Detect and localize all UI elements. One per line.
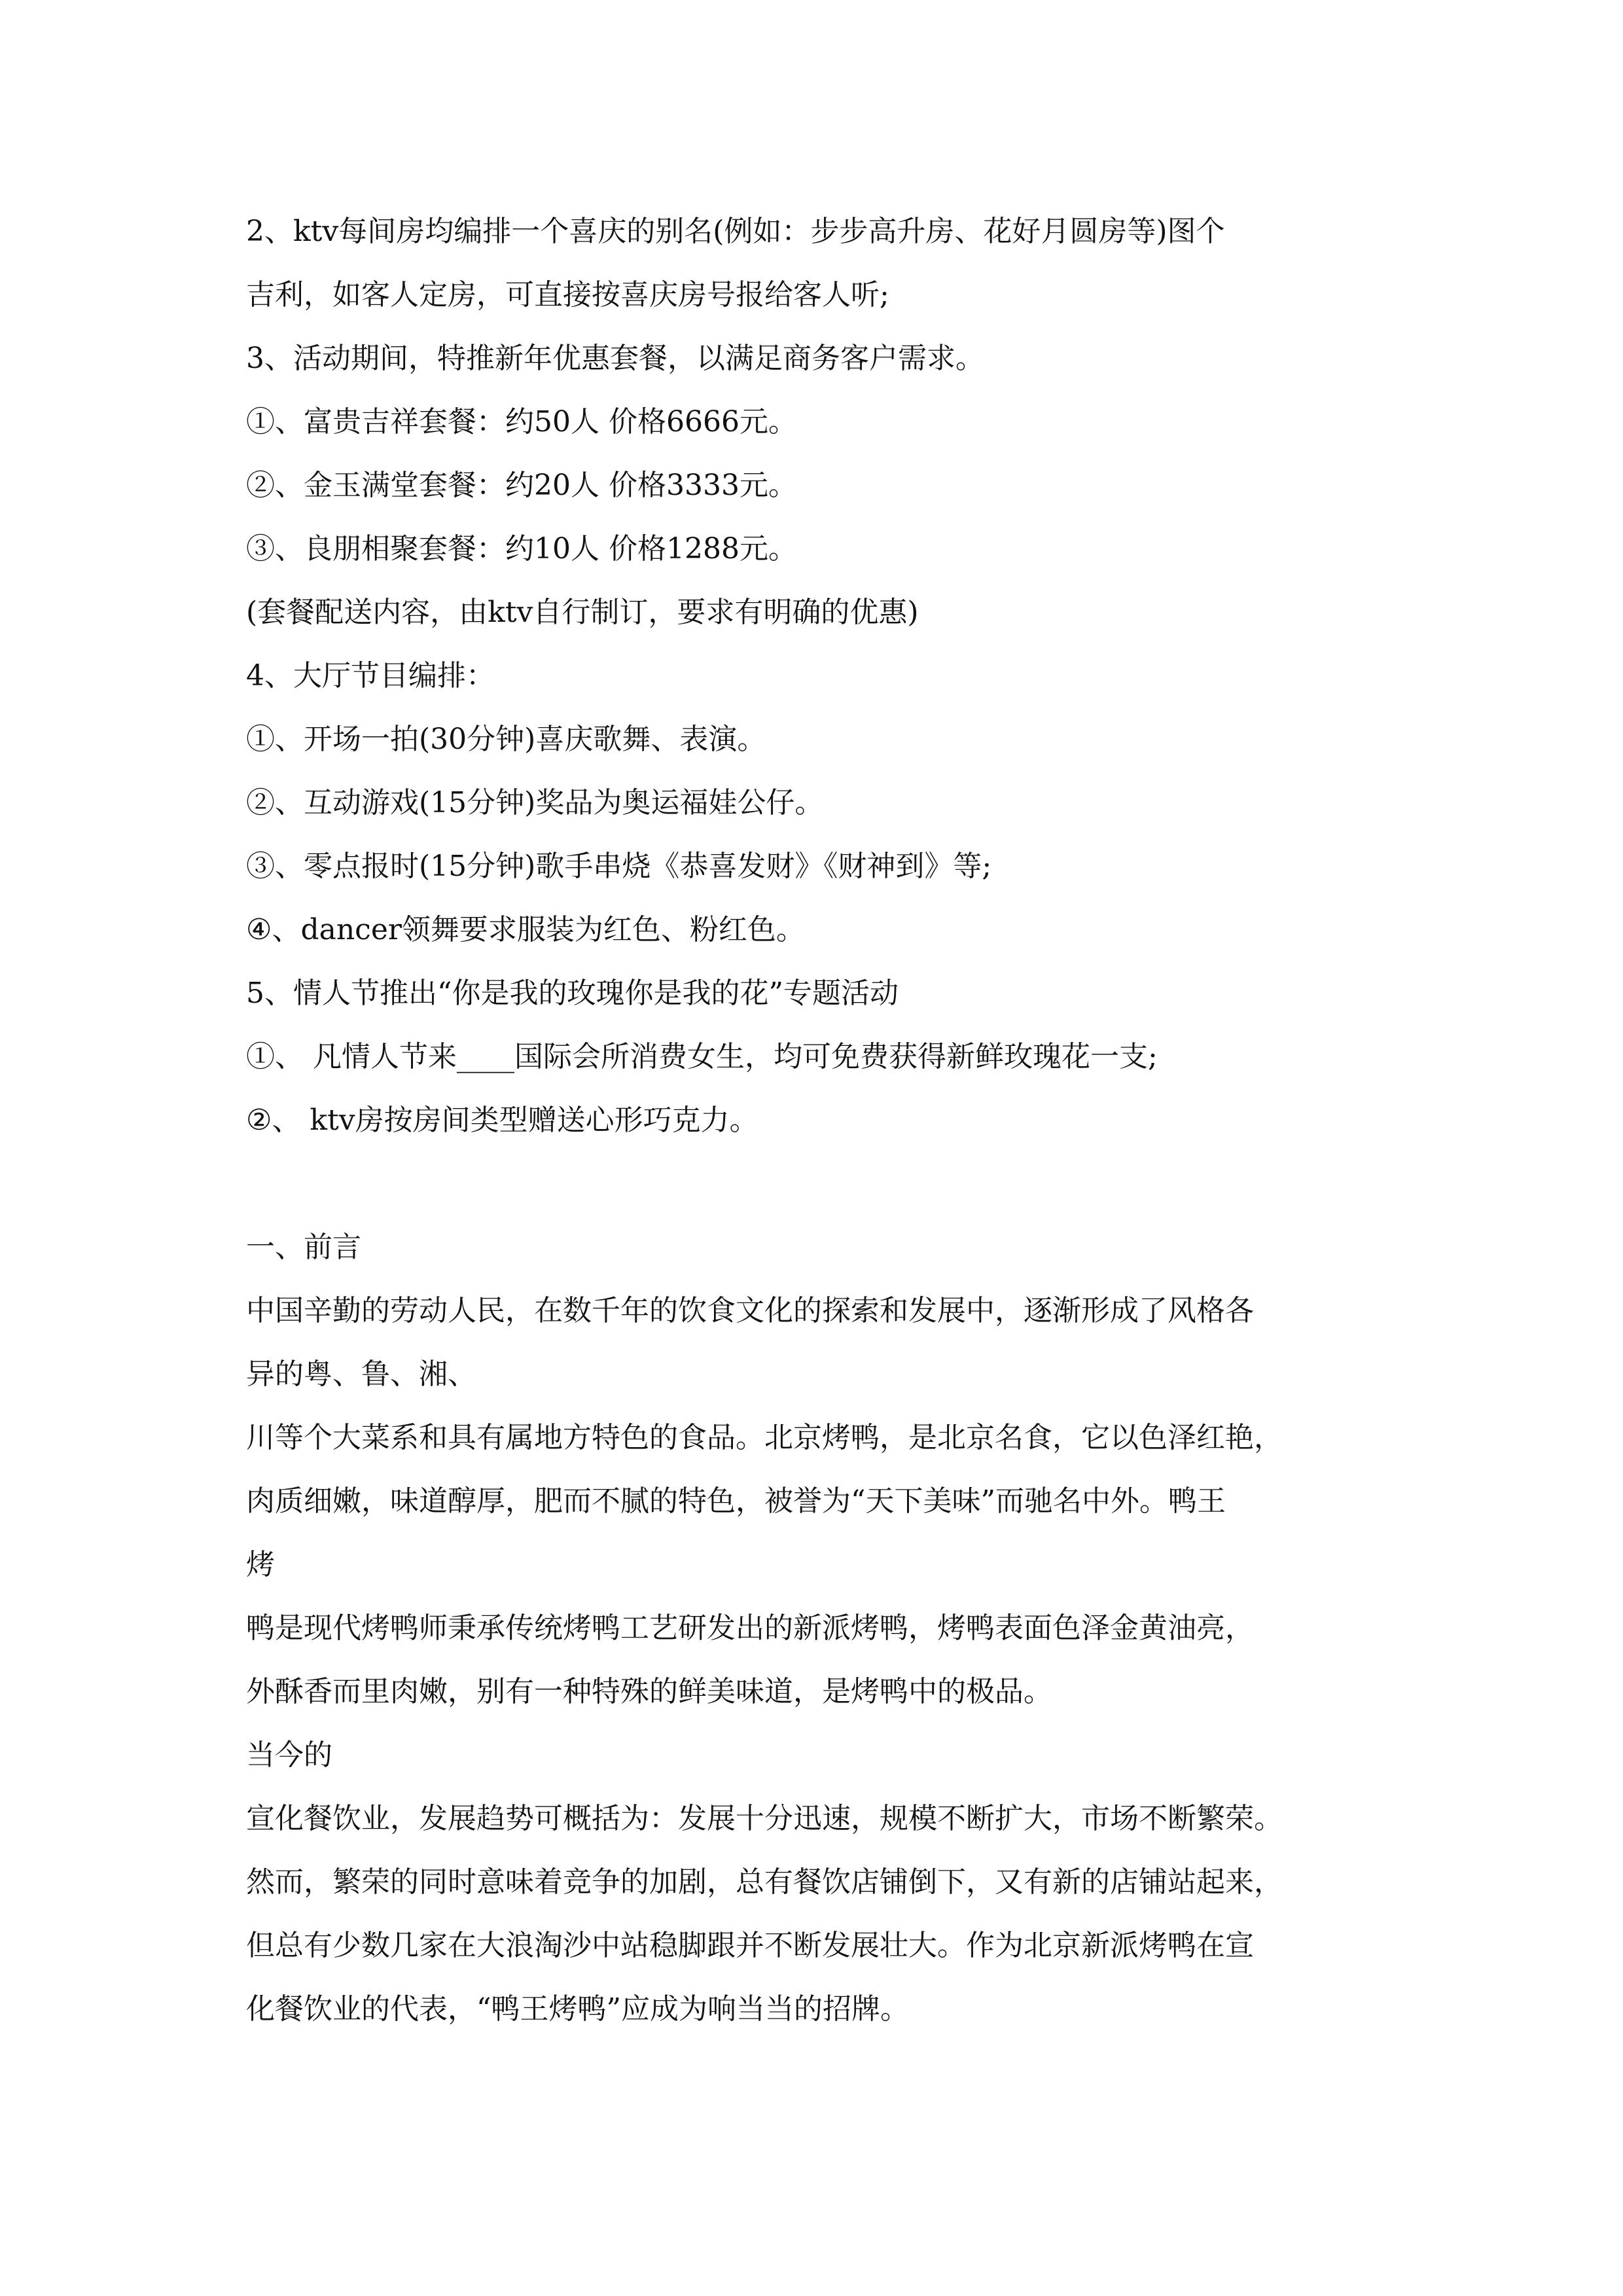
section-heading: 一、前言 [246,1230,361,1264]
text-line: 化餐饮业的代表，“鸭王烤鸭”应成为响当当的招牌。 [246,1992,909,2026]
text-line: 异的粤、鲁、湘、 [246,1357,476,1391]
text-line: ④、dancer领舞要求服装为红色、粉红色。 [246,913,805,946]
text-line: 4、大厅节目编排： [246,659,495,692]
text-line: 吉利，如客人定房，可直接按喜庆房号报给客人听; [246,278,889,312]
text-line: 外酥香而里肉嫩，别有一种特殊的鲜美味道，是烤鸭中的极品。 [246,1675,1052,1708]
text-line: ②、 ktv房按房间类型赠送心形巧克力。 [246,1103,758,1137]
text-line: 川等个大菜系和具有属地方特色的食品。北京烤鸭，是北京名食，它以色泽红艳， [246,1421,1283,1454]
text-line: 2、ktv每间房均编排一个喜庆的别名(例如：步步高升房、花好月圆房等)图个 [246,215,1225,248]
text-line: ①、 凡情人节来____国际会所消费女生，均可免费获得新鲜玫瑰花一支; [246,1040,1158,1073]
text-line: ②、互动游戏(15分钟)奖品为奥运福娃公仔。 [246,786,824,819]
text-line: 5、情人节推出“你是我的玫瑰你是我的花”专题活动 [246,977,899,1010]
text-line: ①、富贵吉祥套餐：约50人 价格6666元。 [246,405,797,439]
text-line: 当今的 [246,1738,332,1772]
text-line: ①、开场一拍(30分钟)喜庆歌舞、表演。 [246,723,766,756]
text-line: 然而，繁荣的同时意味着竞争的加剧，总有餐饮店铺倒下，又有新的店铺站起来， [246,1865,1283,1899]
text-line: ③、良朋相聚套餐：约10人 价格1288元。 [246,532,797,565]
text-line: 中国辛勤的劳动人民，在数千年的饮食文化的探索和发展中，逐渐形成了风格各 [246,1294,1254,1327]
text-line: 3、活动期间，特推新年优惠套餐，以满足商务客户需求。 [246,342,984,375]
text-line: (套餐配送内容，由ktv自行制订，要求有明确的优惠) [246,596,919,629]
document-body [246,200,1398,2041]
text-line: 鸭是现代烤鸭师秉承传统烤鸭工艺研发出的新派烤鸭，烤鸭表面色泽金黄油亮， [246,1611,1254,1645]
text-line: 宣化餐饮业，发展趋势可概括为：发展十分迅速，规模不断扩大，市场不断繁荣。 [246,1802,1283,1835]
paragraph-gap [246,1152,1398,1215]
text-line: 烤 [246,1548,275,1581]
text-line: ③、零点报时(15分钟)歌手串烧《恭喜发财》《财神到》等; [246,850,992,883]
text-line: 肉质细嫩，味道醇厚，肥而不腻的特色，被誉为“天下美味”而驰名中外。鸭王 [246,1484,1226,1518]
text-line: 但总有少数几家在大浪淘沙中站稳脚跟并不断发展壮大。作为北京新派烤鸭在宣 [246,1929,1254,1962]
text-line: ②、金玉满堂套餐：约20人 价格3333元。 [246,469,797,502]
